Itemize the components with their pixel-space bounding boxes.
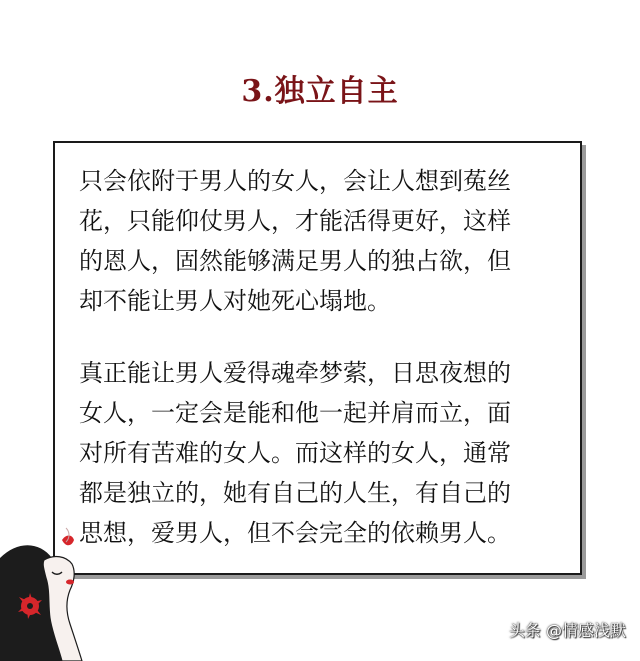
paragraph-line: 对所有苦难的女人。而这样的女人，通常	[79, 439, 511, 467]
paragraph-line: 的恩人，固然能够满足男人的独占欲，但	[79, 247, 511, 275]
paragraph-1	[79, 161, 560, 321]
paragraph-2	[79, 353, 560, 553]
petal-shape	[62, 536, 74, 546]
paragraph-line: 女人，一定会是能和他一起并肩而立，面	[79, 399, 511, 427]
paragraph-line: 只会依附于男人的女人，会让人想到菟丝	[79, 167, 511, 195]
paragraph-line: 思想，爱男人，但不会完全的依赖男人。	[79, 519, 511, 547]
woman-illustration	[0, 520, 110, 661]
text-box	[53, 141, 582, 575]
paragraph-line: 都是独立的，她有自己的人生，有自己的	[79, 479, 511, 507]
paragraph-line: 却不能让男人对她死心塌地。	[79, 287, 391, 315]
section-title: 3.独立自主	[241, 74, 399, 109]
watermark-text: 头条 @情感浅默	[508, 621, 626, 640]
paragraph-line: 真正能让男人爱得魂牵梦萦，日思夜想的	[79, 359, 511, 387]
lips-shape	[66, 580, 74, 585]
paragraph-line: 花，只能仰仗男人，才能活得更好，这样	[79, 207, 511, 235]
